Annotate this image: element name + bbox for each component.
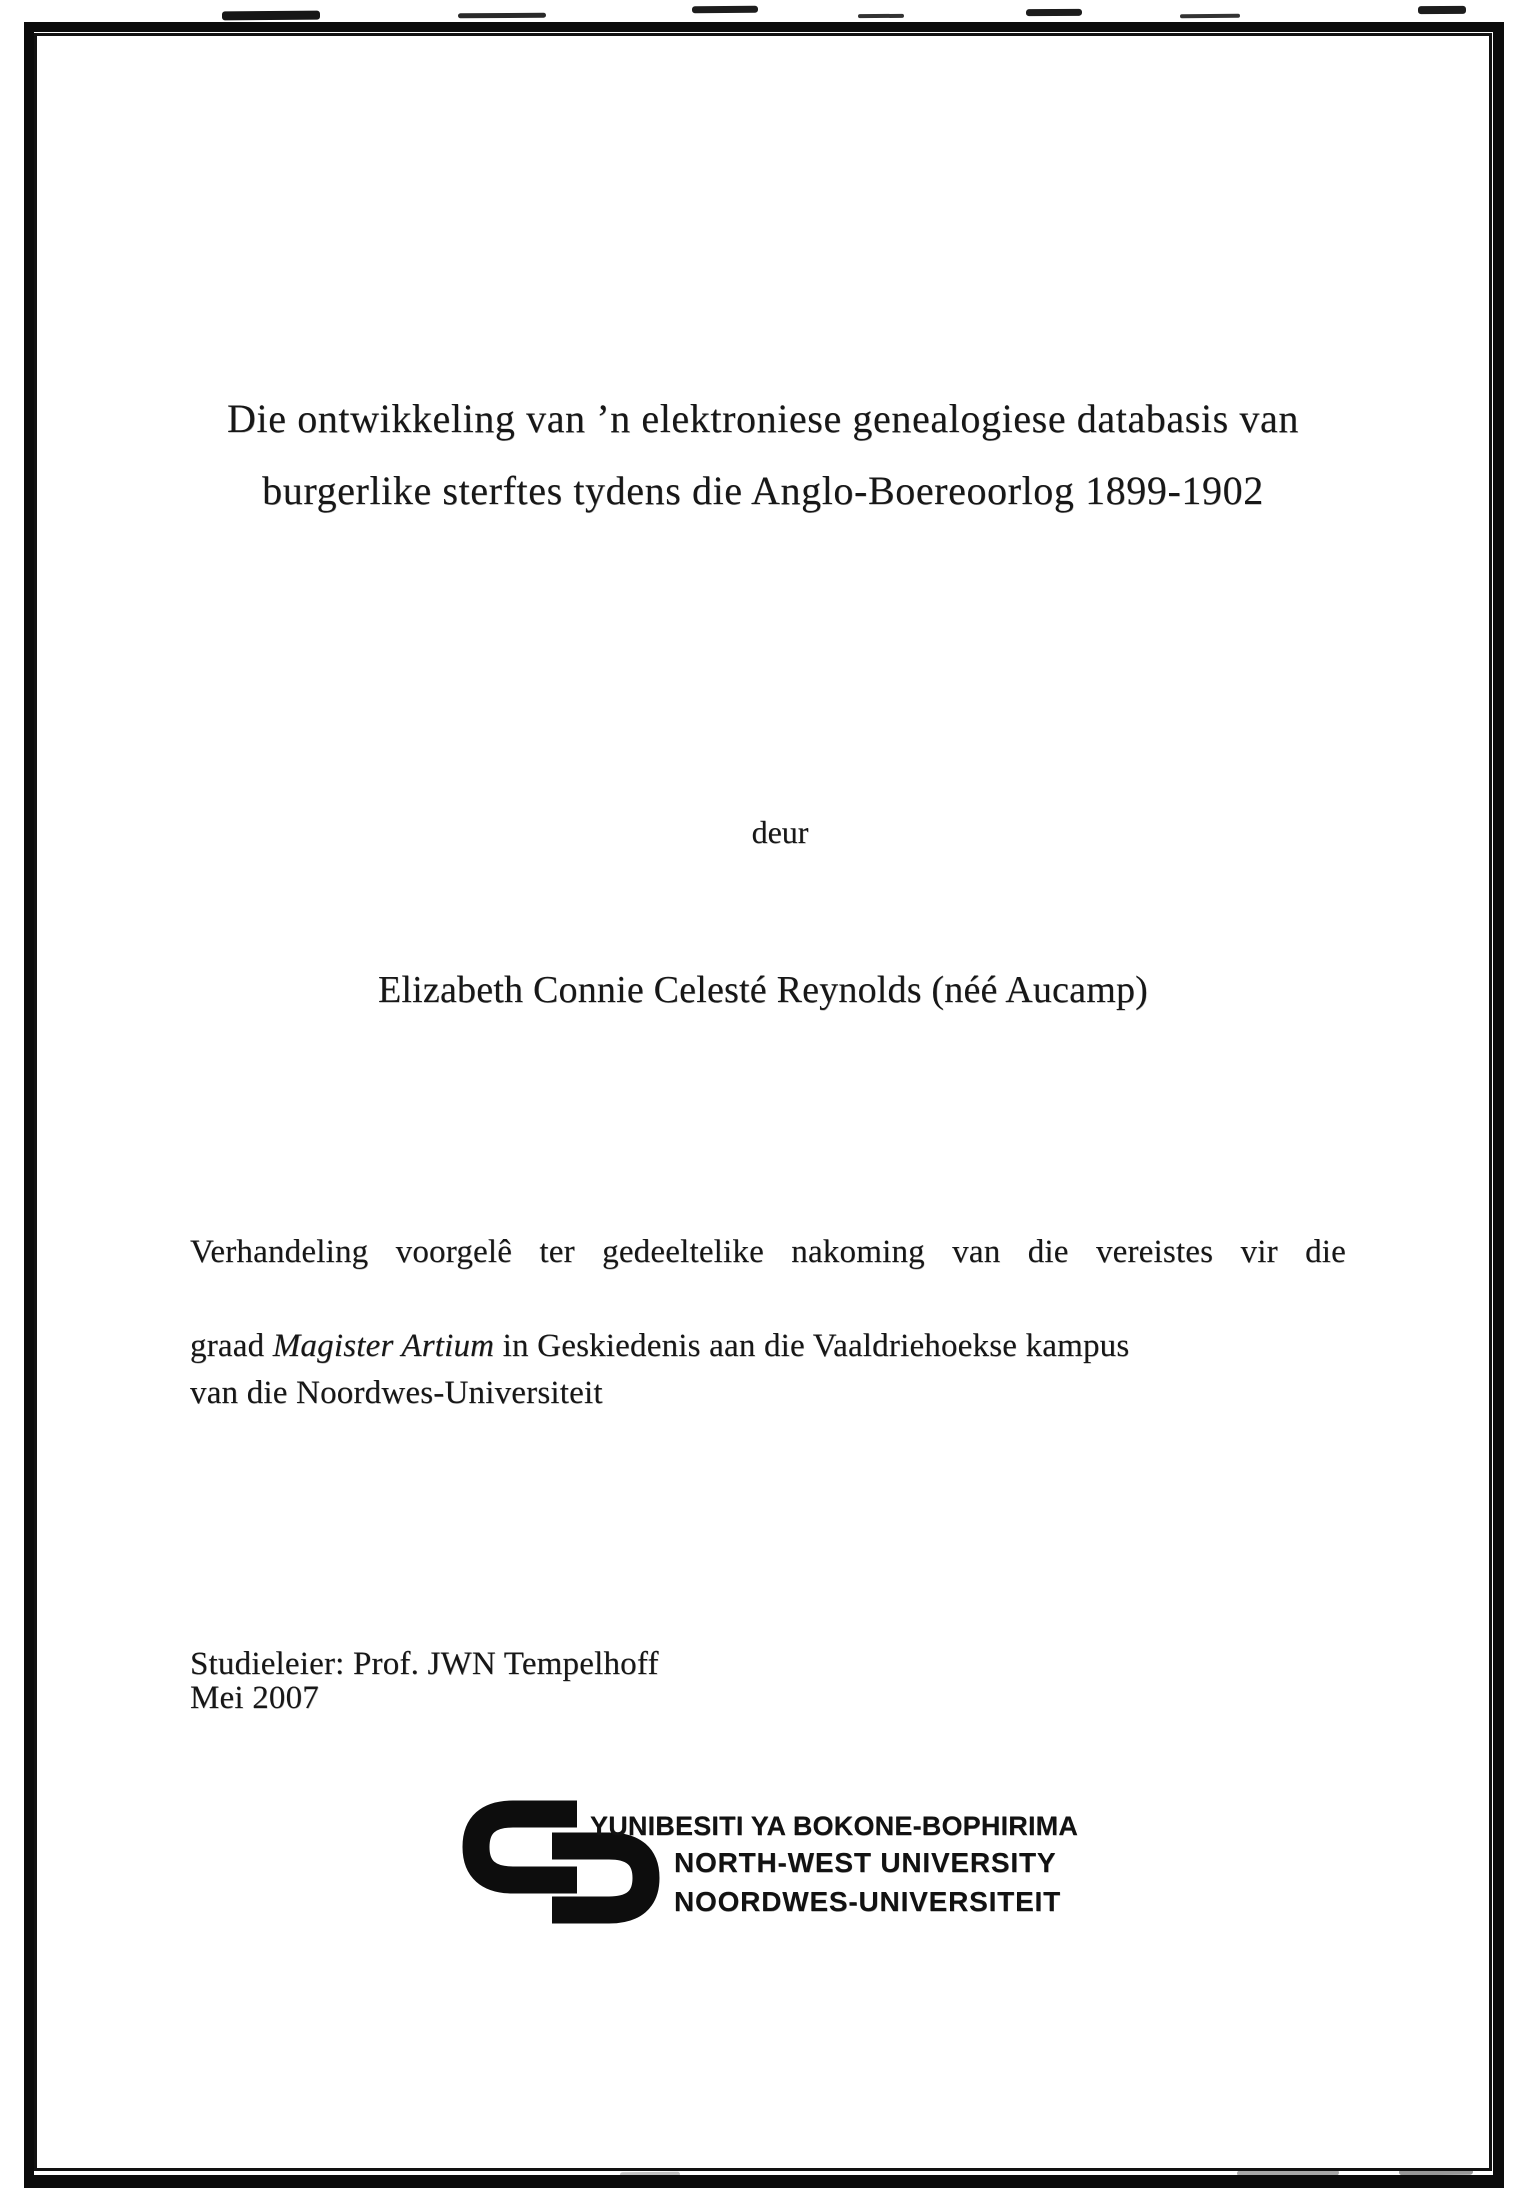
thesis-statement-line2 <box>190 1323 1346 1370</box>
scan-noise-mark <box>222 11 320 21</box>
scan-noise-mark <box>692 6 758 13</box>
date-line: Mei 2007 <box>190 1680 320 1716</box>
scan-noise-mark <box>458 13 546 19</box>
scan-noise-mark <box>1026 9 1082 16</box>
thesis-title <box>80 383 1446 527</box>
degree-text-prefix: graad <box>190 1328 273 1364</box>
thesis-title-line2: burgerlike sterftes tydens die Anglo-Boereoorlog 1899-1902 <box>262 468 1264 513</box>
degree-text-suffix: in Geskiedenis aan die Vaaldriehoekse kampus <box>494 1328 1130 1364</box>
thesis-statement-line3: van die Noordwes-Universiteit <box>190 1375 603 1411</box>
thesis-statement-line1: Verhandeling voorgelê ter gedeeltelike nakoming van die vereistes vir die <box>190 1234 1346 1270</box>
supervisor-line: Studieleier: Prof. JWN Tempelhoff <box>190 1646 659 1682</box>
scan-noise-mark <box>858 14 904 18</box>
logo-text-setswana: YUNIBESITI YA BOKONE-BOPHIRIMA <box>590 1811 1079 1841</box>
byline-label: deur <box>751 814 809 850</box>
scan-noise-mark <box>1418 6 1466 14</box>
supervisor-block <box>190 1647 1090 1715</box>
author-name: Elizabeth Connie Celesté Reynolds (néé Aucamp) <box>377 969 1149 1011</box>
logo-text-afrikaans: NOORDWES-UNIVERSITEIT <box>674 1886 1062 1917</box>
scan-noise-mark <box>1180 14 1240 18</box>
degree-name-italic: Magister Artium <box>272 1328 495 1364</box>
thesis-statement <box>190 1229 1346 1417</box>
thesis-title-line1: Die ontwikkeling van ’n elektroniese genealogiese databasis van <box>227 396 1299 441</box>
logo-text-english: NORTH-WEST UNIVERSITY <box>674 1847 1057 1878</box>
